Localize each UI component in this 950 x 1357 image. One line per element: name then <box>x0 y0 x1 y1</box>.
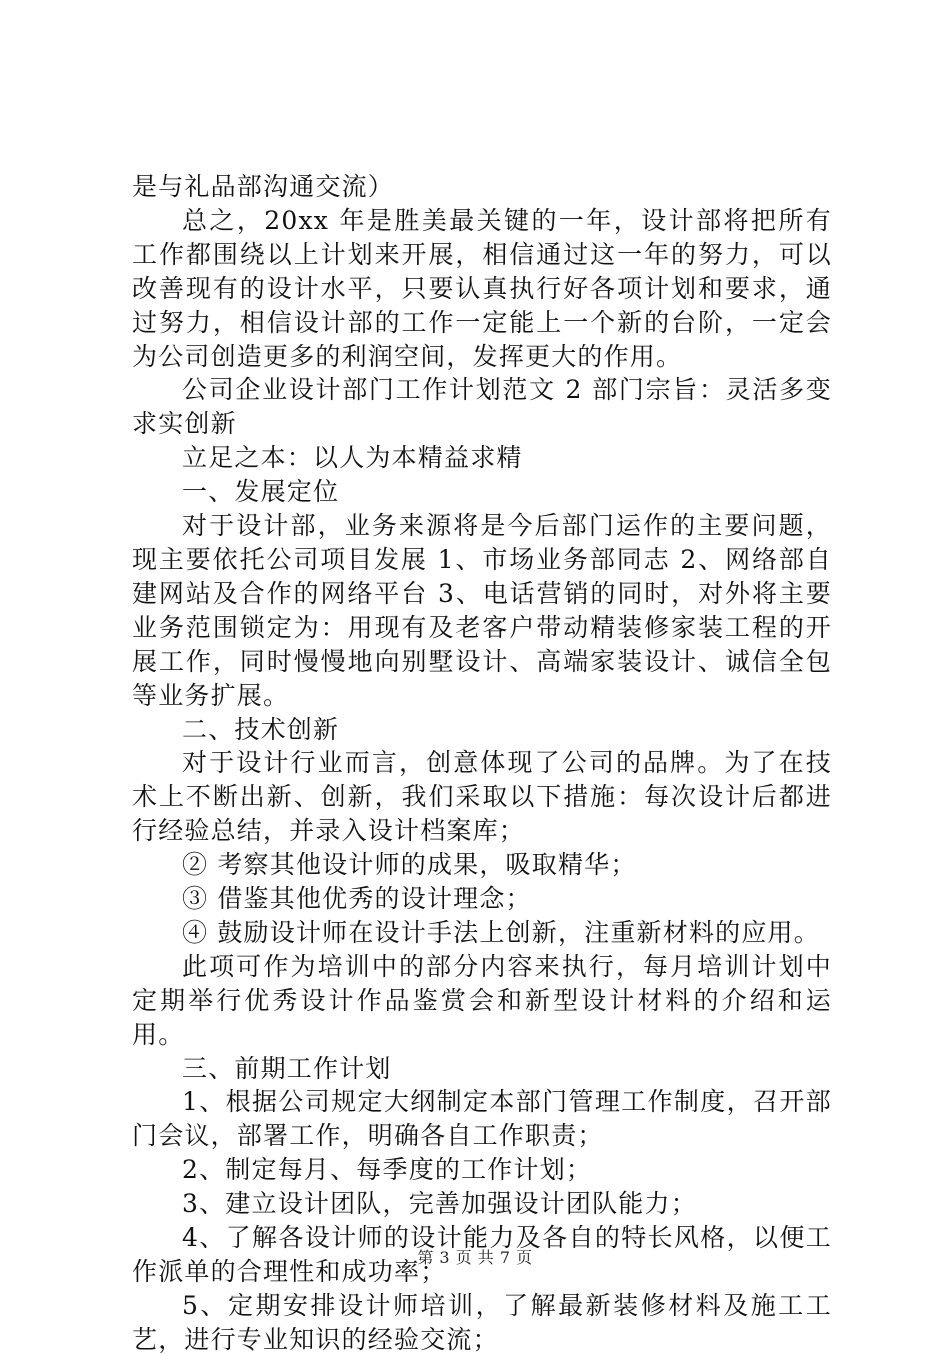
paragraph: 公司企业设计部门工作计划范文 2 部门宗旨：灵活多变求实创新 <box>132 375 832 439</box>
list-item: 3、建立设计团队，完善加强设计团队能力； <box>182 1189 697 1219</box>
list-item: ③ 借鉴其他优秀的设计理念； <box>182 884 532 914</box>
document-body <box>132 170 832 1357</box>
list-item: ④ 鼓励设计师在设计手法上创新，注重新材料的应用。 <box>182 917 820 947</box>
paragraph: 对于设计部，业务来源将是今后部门运作的主要问题，现主要依托公司项目发展 1、市场业务部同志 2、网络部自建网站及合作的网络平台 3、电话营销的同时，对外将主要业务范围锁定为：用现有及老客户带动精装修家装工程的开展工作，同时慢慢地向别墅设计、高端家装设计、诚信全包等业务扩展。 <box>132 511 832 710</box>
paragraph: 立足之本：以人为本精益求精 <box>182 443 523 473</box>
paragraph: 是与礼品部沟通交流） <box>132 172 395 201</box>
list-item: 1、根据公司规定大纲制定本部门管理工作制度，召开部门会议，部署工作，明确各自工作职责； <box>132 1087 832 1151</box>
paragraph: 此项可作为培训中的部分内容来执行，每月培训计划中定期举行优秀设计作品鉴赏会和新型设计材料的介绍和运用。 <box>132 951 832 1049</box>
list-item: ② 考察其他设计师的成果，吸取精华； <box>182 850 637 880</box>
section-heading: 三、前期工作计划 <box>182 1053 392 1083</box>
list-item: 2、制定每月、每季度的工作计划； <box>182 1155 593 1185</box>
page-footer: 第 3 页 共 7 页 <box>417 1248 533 1267</box>
paragraph: 总之，20xx 年是胜美最关键的一年，设计部将把所有工作都围绕以上计划来开展，相信通过这一年的努力，可以改善现有的设计水平，只要认真执行好各项计划和要求，通过努力，相信设计部的工作一定能上一个新的台阶，一定会为公司创造更多的利润空间，发挥更大的作用。 <box>132 205 832 371</box>
list-item: 4、了解各设计师的设计能力及各自的特长风格，以便工作派单的合理性和成功率； <box>132 1223 832 1286</box>
section-heading: 一、发展定位 <box>182 477 340 507</box>
section-heading: 二、技术创新 <box>182 714 340 744</box>
paragraph: 对于设计行业而言，创意体现了公司的品牌。为了在技术上不断出新、创新，我们采取以下措施：每次设计后都进行经验总结，并录入设计档案库； <box>132 748 832 846</box>
list-item: 5、定期安排设计师培训，了解最新装修材料及施工工艺，进行专业知识的经验交流； <box>132 1290 832 1354</box>
